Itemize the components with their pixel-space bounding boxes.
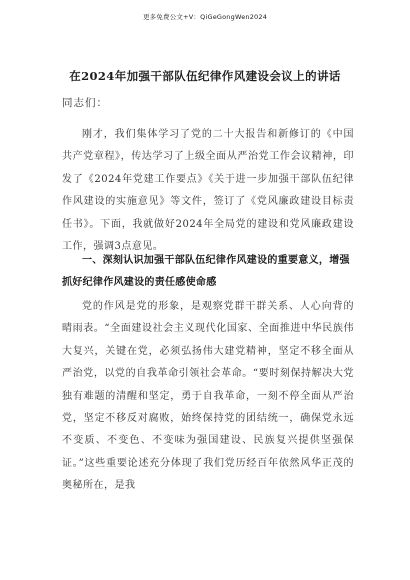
paragraph-intro: 刚才，我们集体学习了党的二十大报告和新修订的《中国共产党章程》，传达学习了上级全面从严治党工作会议精神，印发了《2024年党建工作要点》《关于进一步加强干部队伍纪律作风建设的实施意见》等文件，签订了《党风廉政建设目标责任书》。下面，我就做好2024年全局党的建设和党风廉政建设工作，强调3点意见。 xyxy=(62,129,354,253)
header-note: 更多免费公文+V：QiGeGongWen2024 xyxy=(142,13,268,21)
salutation: 同志们： xyxy=(62,97,108,109)
section-heading: 一、深刻认识加强干部队伍纪律作风建设的重要意义，增强抓好纪律作风建设的责任感使命感 xyxy=(62,255,350,289)
document-title: 在2024年加强干部队伍纪律作风建设会议上的讲话 xyxy=(69,69,341,83)
paragraph-body: 党的作风是党的形象，是观察党群干群关系、人心向背的晴雨表。“全面建设社会主义现代化国家、全面推进中华民族伟大复兴，关键在党，必须弘扬伟大建党精神，坚定不移全面从严治党，以党的自我革命引领社会革命。“要时刻保持解决大党独有难题的清醒和坚定，勇于自我革命，一刻不停全面从严治党，坚定不移反对腐败，始终保持党的团结统一，确保党永远不变质、不变色、不变味为强国建设、民族复兴提供坚强保证。”这些重要论述充分体现了我们党历经百年依然风华正茂的奥秘所在，是我 xyxy=(62,301,354,492)
